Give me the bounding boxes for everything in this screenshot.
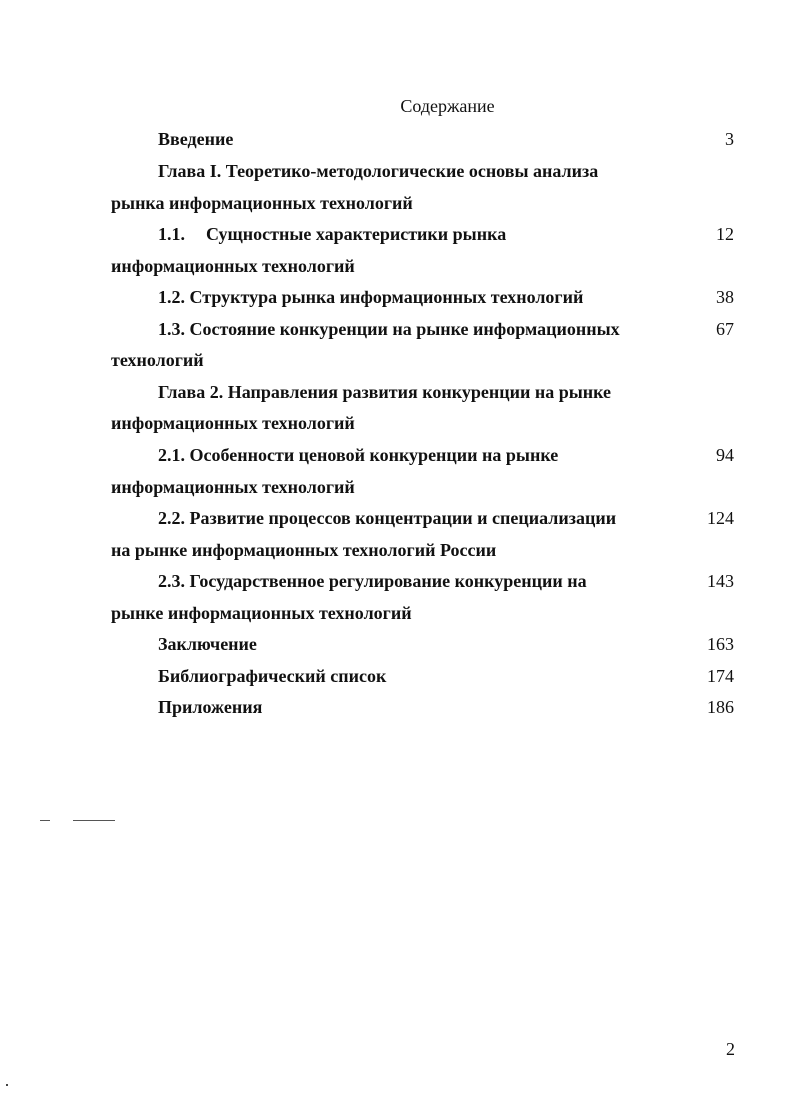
toc-entry-1-1-line1 (158, 223, 506, 245)
toc-entry-1-1-title: Сущностные характеристики рынка (206, 224, 507, 244)
toc-page-1-1: 12 (716, 224, 734, 244)
toc-page-introduction: 3 (725, 129, 734, 149)
toc-entry-1-2: 1.2. Структура рынка информационных технологий (158, 287, 584, 307)
toc-entry-2-1-line2: информационных технологий (111, 477, 355, 497)
toc-page-1-2: 38 (716, 287, 734, 307)
scan-artifact-dash (73, 820, 115, 821)
toc-page-conclusion: 163 (707, 634, 734, 654)
toc-entry-1-1-line2: информационных технологий (111, 256, 355, 276)
toc-page-2-2: 124 (707, 508, 734, 528)
toc-entry-1-3-line2: технологий (111, 350, 204, 370)
scan-artifact-speck (6, 1084, 8, 1086)
toc-page-2-3: 143 (707, 571, 734, 591)
toc-entry-2-2-line1: 2.2. Развитие процессов концентрации и специализации (158, 508, 617, 528)
toc-page-bibliography: 174 (707, 666, 734, 686)
toc-entry-chapter-1-line2: рынка информационных технологий (111, 193, 413, 213)
toc-entry-introduction: Введение (158, 129, 234, 149)
toc-entry-chapter-1-line1: Глава I. Теоретико-методологические основы анализа (158, 161, 599, 181)
toc-entry-1-1-number: 1.1. (158, 224, 185, 244)
toc-page-2-1: 94 (716, 445, 734, 465)
toc-page-1-3: 67 (716, 319, 734, 339)
toc-title: Содержание (400, 96, 495, 116)
toc-entry-2-3-line2: рынке информационных технологий (111, 603, 412, 623)
toc-entry-chapter-2-line1: Глава 2. Направления развития конкуренции на рынке (158, 382, 612, 402)
toc-entry-chapter-2-line2: информационных технологий (111, 413, 355, 433)
toc-entry-appendices: Приложения (158, 697, 263, 717)
toc-entry-2-2-line2: на рынке информационных технологий России (111, 540, 497, 560)
toc-page-appendices: 186 (707, 697, 734, 717)
toc-entry-1-3-line1: 1.3. Состояние конкуренции на рынке информационных (158, 319, 620, 339)
page-number: 2 (726, 1039, 735, 1059)
scan-artifact-dash (40, 820, 50, 821)
toc-entry-2-1-line1: 2.1. Особенности ценовой конкуренции на рынке (158, 445, 559, 465)
toc-entry-2-3-line1: 2.3. Государственное регулирование конкуренции на (158, 571, 587, 591)
toc-entry-bibliography: Библиографический список (158, 666, 387, 686)
toc-entry-conclusion: Заключение (158, 634, 257, 654)
